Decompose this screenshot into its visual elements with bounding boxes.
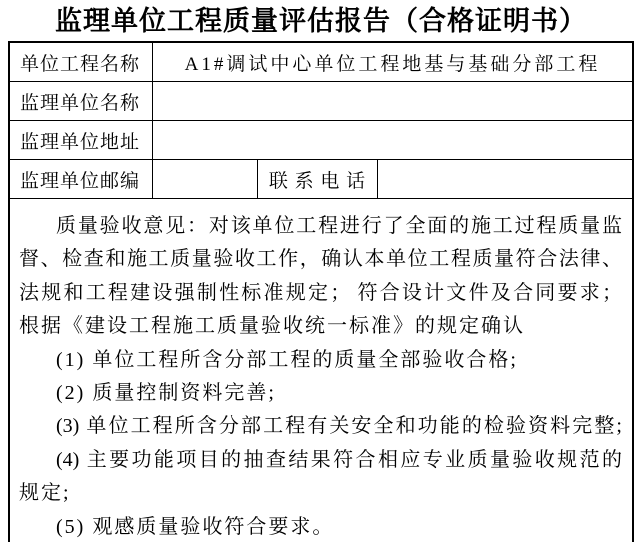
table-row-unit-project-name [10,43,632,82]
opinion-line: 督、检查和施工质量验收工作，确认本单位工程质量符合法律、 [19,248,622,271]
opinion-line-item-4: (4) 主要功能项目的抽查结果符合相应专业质量验收规范的 [56,448,622,471]
table-row-postcode-phone [10,160,632,199]
contact-phone-label: 联 系 电 话 [258,160,378,198]
opinion-line-item-4-cont: 规定; [19,482,71,505]
unit-project-name-label: 单位工程名称 [10,43,153,81]
supervision-unit-postcode-label: 监理单位邮编 [10,160,153,198]
acceptance-opinion-cell [10,199,632,542]
supervision-unit-address-value [153,121,632,159]
supervision-unit-name-value [153,82,632,120]
opinion-line-item-2: (2) 质量控制资料完善; [56,382,276,405]
opinion-line-item-1: (1) 单位工程所含分部工程的质量全部验收合格; [56,348,518,371]
table-row-supervision-unit-name [10,82,632,121]
opinion-line-item-5: (5) 观感质量验收符合要求。 [56,515,335,538]
report-title: 监理单位工程质量评估报告（合格证明书） [55,6,587,36]
opinion-line-item-3: (3) 单位工程所含分部工程有关安全和功能的检验资料完整; [56,415,622,438]
supervision-unit-postcode-value [153,160,258,198]
contact-phone-value [378,160,632,198]
table-row-supervision-unit-address [10,121,632,160]
unit-project-name-value: A1#调试中心单位工程地基与基础分部工程 [184,53,601,75]
opinion-line: 根据《建设工程施工质量验收统一标准》的规定确认 [19,315,525,338]
report-table [8,41,634,542]
supervision-unit-name-label: 监理单位名称 [10,82,153,120]
supervision-unit-address-label: 监理单位地址 [10,121,153,159]
opinion-line: 法规和工程建设强制性标准规定； 符合设计文件及合同要求； [19,281,622,304]
opinion-line: 质量验收意见：对该单位工程进行了全面的施工过程质量监 [56,215,622,237]
